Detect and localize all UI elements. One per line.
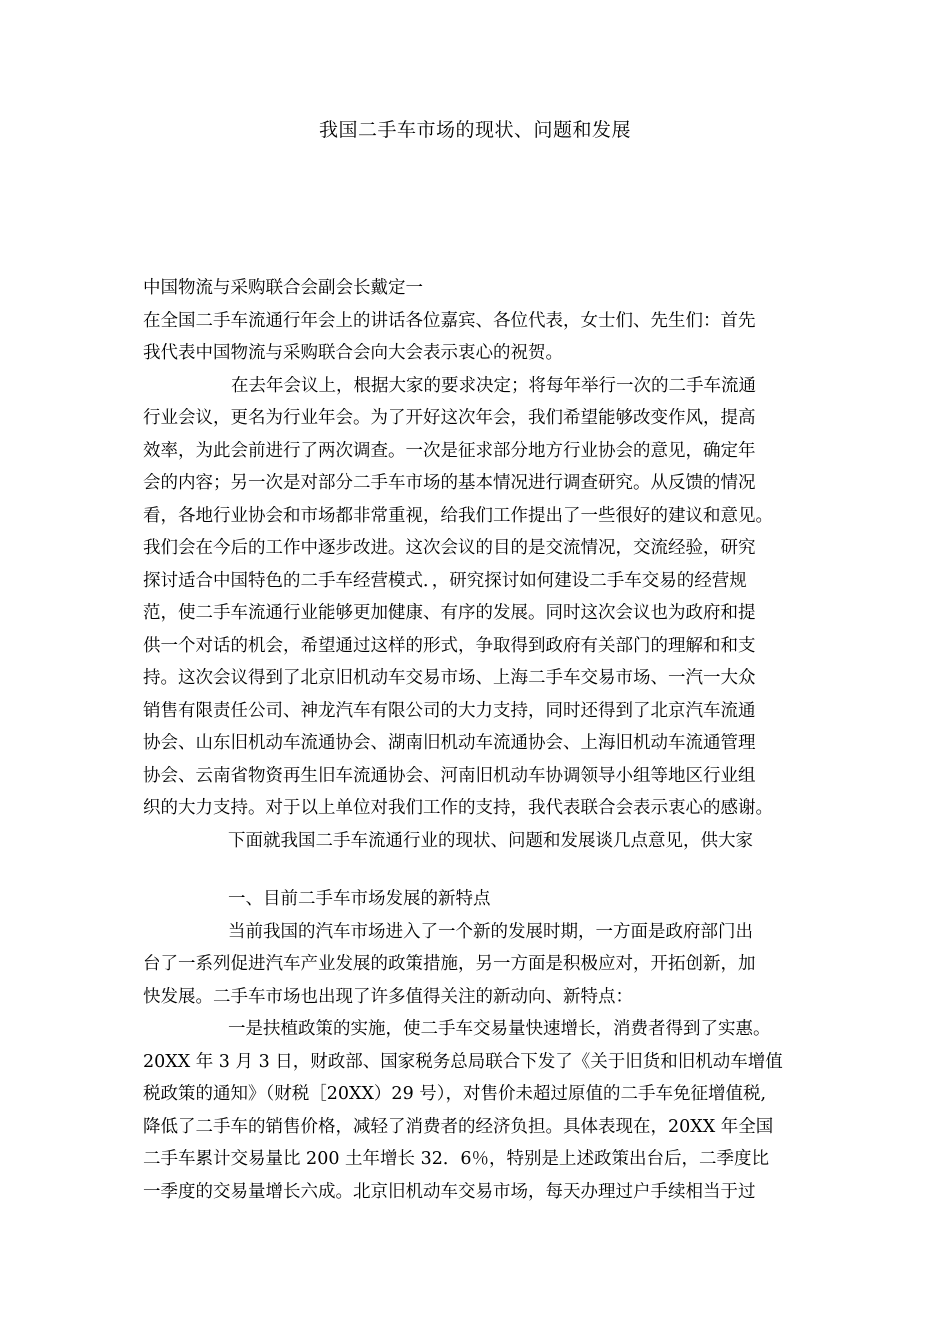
text-line: 行业会议，更名为行业年会。为了开好这次年会，我们希望能够改变作风，提高	[143, 408, 756, 428]
text-line: 一是扶植政策的实施，使二手车交易量快速增长，消费者得到了实惠。	[228, 1019, 771, 1039]
text-line: 当前我国的汽车市场进入了一个新的发展时期，一方面是政府部门出	[228, 921, 753, 942]
text-line: 降低了二手车的销售价格，减轻了消费者的经济负担。具体表现在，20XX 年全国	[143, 1116, 774, 1137]
text-line: 二手车累计交易量比 200 土年增长 32．6％，特别是上述政策出台后，二季度比	[143, 1149, 769, 1169]
text-line: 效率，为此会前进行了两次调查。一次是征求部分地方行业协会的意见，确定年	[143, 440, 756, 461]
text-line: 台了一系列促进汽车产业发展的政策措施，另一方面是积极应对，开拓创新，加	[143, 954, 756, 974]
text-line: 我代表中国物流与采购联合会向大会表示衷心的祝贺。	[143, 343, 563, 363]
text-line: 会的内容；另一次是对部分二手车市场的基本情况进行调查研究。从反馈的情况	[143, 473, 756, 493]
document-title: 我国二手车市场的现状、问题和发展	[318, 119, 631, 141]
section-heading: 一、目前二手车市场发展的新特点	[228, 889, 491, 909]
text-line: 在全国二手车流通行年会上的讲话各位嘉宾、各位代表，女士们、先生们：首先	[143, 310, 756, 331]
text-line: 协会、云南省物资再生旧车流通协会、河南旧机动车协调领导小组等地区行业组	[143, 765, 756, 786]
text-line: 看，各地行业协会和市场都非常重视，给我们工作提出了一些很好的建议和意见。	[143, 505, 773, 526]
author-line: 中国物流与采购联合会副会长戴定一	[143, 278, 423, 298]
text-line: 协会、山东旧机动车流通协会、湖南旧机动车流通协会、上海旧机动车流通管理	[143, 733, 756, 753]
text-line: 在去年会议上，根据大家的要求决定；将每年举行一次的二手车流通	[231, 375, 756, 396]
text-line: 下面就我国二手车流通行业的现状、问题和发展谈几点意见，供大家	[228, 830, 753, 851]
text-line: 供一个对话的机会，希望通过这样的形式，争取得到政府有关部门的理解和和支	[143, 635, 756, 656]
text-line: 快发展。二手车市场也出现了许多值得关注的新动向、新特点：	[143, 986, 633, 1007]
text-line: 范，使二手车流通行业能够更加健康、有序的发展。同时这次会议也为政府和提	[143, 603, 756, 623]
text-line: 织的大力支持。对于以上单位对我们工作的支持，我代表联合会表示衷心的感谢。	[143, 798, 773, 818]
text-line: 20XX 年 3 月 3 日，财政部、国家税务总局联合下发了《关于旧货和旧机动车增值	[143, 1051, 783, 1072]
text-line: 探讨适合中国特色的二手车经营模式．，研究探讨如何建设二手车交易的经营规	[143, 570, 747, 591]
text-line: 我们会在今后的工作中逐步改进。这次会议的目的是交流情况，交流经验，研究	[143, 538, 756, 558]
text-line: 税政策的通知》（财税［20XX）29 号），对售价未超过原值的二手车免征增值税,	[143, 1084, 767, 1104]
text-line: 持。这次会议得到了北京旧机动车交易市场、上海二手车交易市场、一汽一大众	[143, 668, 756, 688]
text-line: 一季度的交易量增长六成。北京旧机动车交易市场，每天办理过户手续相当于过	[143, 1181, 756, 1202]
text-line: 销售有限责任公司、神龙汽车有限公司的大力支持，同时还得到了北京汽车流通	[143, 700, 756, 721]
document-body	[143, 272, 833, 1208]
paragraph-gap	[143, 857, 833, 883]
